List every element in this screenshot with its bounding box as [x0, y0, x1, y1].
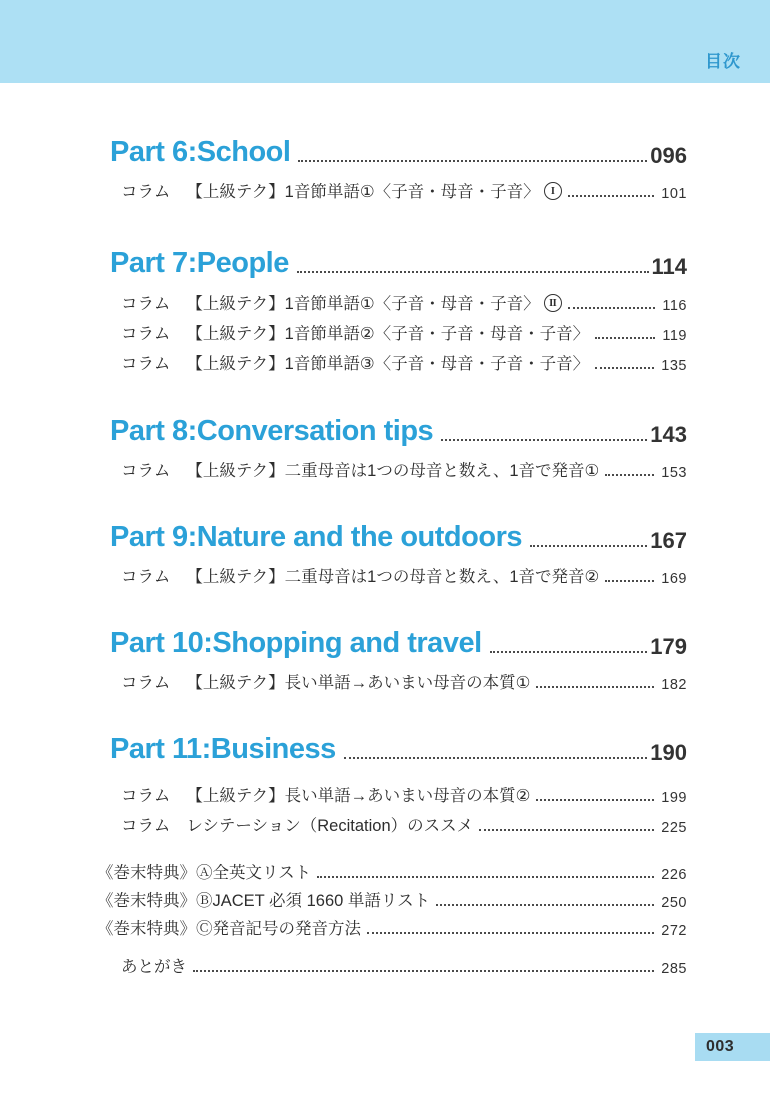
toc-item [121, 782, 687, 806]
toc-appendix-item [97, 915, 687, 939]
item-page-number: 119 [662, 328, 687, 344]
toc-item [121, 178, 687, 202]
part-title: Part 6:School [110, 136, 291, 168]
part-page-number: 167 [650, 528, 687, 553]
item-label: 【上級テク】長い単語→あいまい母音の本質① [186, 674, 531, 692]
item-label: 【上級テク】二重母音は1つの母音と数え、1音で発音① [186, 462, 600, 480]
part-page-number: 179 [650, 634, 687, 659]
dot-leader [568, 195, 655, 197]
dot-leader [479, 829, 654, 831]
dot-leader [193, 970, 654, 972]
item-prefix: コラム [121, 355, 171, 373]
toc-item [121, 563, 687, 587]
item-page-number: 153 [661, 465, 687, 481]
appendix-prefix: 《巻末特典》 [97, 864, 196, 882]
appendix-label: ⒷJACET 必須 1660 単語リスト [196, 892, 431, 910]
item-prefix: コラム [121, 183, 171, 201]
appendix-prefix: 《巻末特典》 [97, 920, 196, 938]
toc-part-heading [110, 244, 687, 280]
dot-leader [298, 160, 647, 162]
part-page-number: 143 [650, 422, 687, 447]
dot-leader [536, 799, 654, 801]
item-prefix: コラム [121, 787, 171, 805]
dot-leader [568, 307, 656, 309]
dot-leader [436, 904, 654, 906]
item-page-number: 101 [661, 186, 687, 202]
dot-leader [595, 337, 655, 339]
appendix-page-number: 250 [661, 895, 687, 911]
item-page-number: 135 [661, 358, 687, 374]
item-label: 【上級テク】1音節単語③〈子音・母音・子音・子音〉 [186, 355, 590, 373]
item-label: 【上級テク】1音節単語①〈子音・母音・子音〉 [186, 183, 540, 201]
toc-appendix-item [97, 887, 687, 911]
toc-part-heading [110, 412, 687, 448]
dot-leader [317, 876, 654, 878]
item-page-number: 116 [662, 298, 687, 314]
item-label: 【上級テク】二重母音は1つの母音と数え、1音で発音② [186, 568, 600, 586]
dot-leader [367, 932, 654, 934]
part-title: Part 8:Conversation tips [110, 415, 434, 447]
toc-item [121, 812, 687, 836]
part-page-number: 096 [650, 143, 687, 168]
appendix-page-number: 272 [661, 923, 687, 939]
afterword-page-number: 285 [661, 961, 687, 977]
item-page-number: 169 [661, 571, 687, 587]
toc-item [121, 350, 687, 374]
dot-leader [441, 439, 647, 441]
toc-part-heading [110, 133, 687, 169]
part-page-number: 114 [651, 254, 687, 279]
footer-page-number: 003 [706, 1038, 735, 1055]
item-label: レシテーション（Recitation）のススメ [186, 817, 474, 835]
dot-leader [595, 367, 654, 369]
toc-part-heading [110, 624, 687, 660]
item-label: 【上級テク】1音節単語②〈子音・子音・母音・子音〉 [186, 325, 590, 343]
appendix-label: Ⓐ全英文リスト [196, 864, 312, 882]
item-label: 【上級テク】1音節単語①〈子音・母音・子音〉 [186, 295, 540, 313]
item-prefix: コラム [121, 325, 171, 343]
part-title: Part 10:Shopping and travel [110, 627, 482, 659]
dot-leader [605, 580, 654, 582]
circled-roman-numeral: I [544, 182, 562, 200]
dot-leader [297, 271, 649, 273]
dot-leader [530, 545, 647, 547]
toc-part-heading [110, 518, 687, 554]
toc-content [0, 133, 770, 977]
item-prefix: コラム [121, 674, 171, 692]
part-title: Part 7:People [110, 247, 289, 279]
toc-item [121, 457, 687, 481]
item-label: 【上級テク】長い単語→あいまい母音の本質② [186, 787, 531, 805]
item-page-number: 225 [661, 820, 687, 836]
part-title: Part 11:Business [110, 733, 336, 765]
appendix-page-number: 226 [661, 867, 687, 883]
footer-page-number-box [695, 1033, 770, 1061]
toc-item [121, 290, 687, 314]
toc-afterword-item [121, 953, 687, 977]
dot-leader [490, 651, 648, 653]
dot-leader [605, 474, 654, 476]
item-prefix: コラム [121, 817, 171, 835]
toc-appendix-item [97, 859, 687, 883]
item-prefix: コラム [121, 295, 171, 313]
dot-leader [536, 686, 654, 688]
item-prefix: コラム [121, 462, 171, 480]
part-title: Part 9:Nature and the outdoors [110, 521, 522, 553]
toc-item [121, 320, 687, 344]
toc-part-heading [110, 730, 687, 766]
afterword-label: あとがき [121, 958, 187, 976]
item-page-number: 182 [661, 677, 687, 693]
item-prefix: コラム [121, 568, 171, 586]
appendix-label: Ⓒ発音記号の発音方法 [196, 920, 361, 938]
appendix-prefix: 《巻末特典》 [97, 892, 196, 910]
part-page-number: 190 [650, 740, 687, 765]
header-band [0, 0, 770, 83]
dot-leader [344, 757, 648, 759]
page-title: 目次 [705, 52, 741, 71]
toc-item [121, 669, 687, 693]
circled-roman-numeral: II [544, 294, 562, 312]
item-page-number: 199 [661, 790, 687, 806]
